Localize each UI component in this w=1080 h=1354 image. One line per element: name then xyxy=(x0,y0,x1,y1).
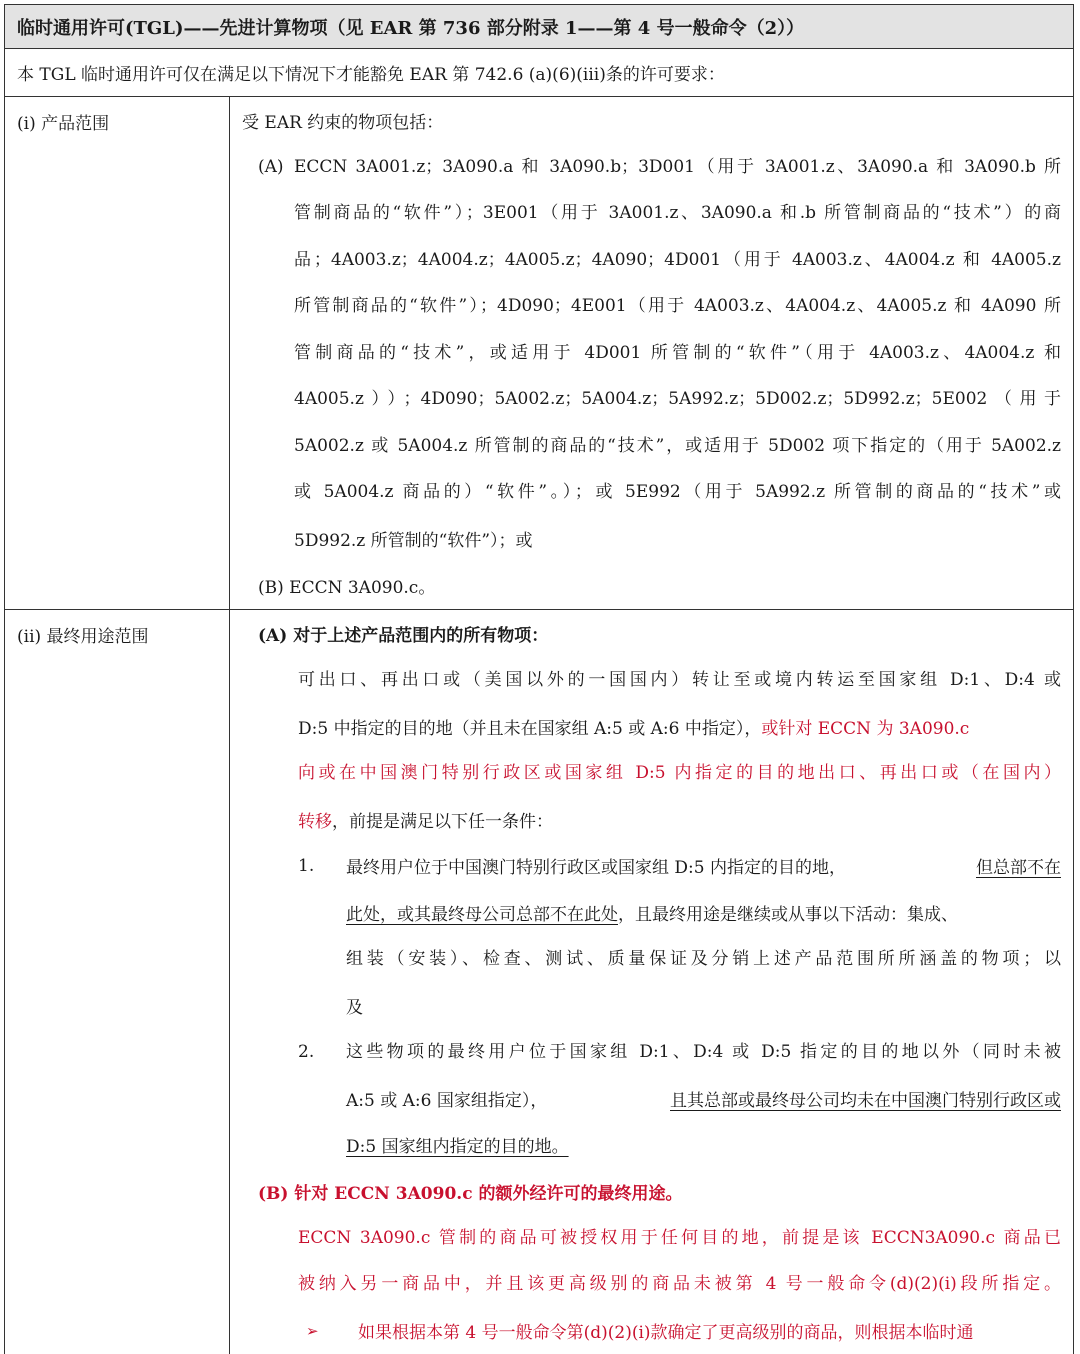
intro-row: 本 TGL 临时通用许可仅在满足以下情况下才能豁免 EAR 第 742.6 (a)(6)(iii)条的许可要求： xyxy=(5,49,1073,97)
end-use-b-body xyxy=(230,1215,1061,1308)
product-item-a xyxy=(230,144,1061,563)
end-use-scope-row xyxy=(5,610,1073,1354)
end-use-b-bullet xyxy=(230,1308,1061,1354)
product-lead: 受 EAR 约束的物项包括： xyxy=(242,112,444,133)
end-use-item-1-line-2-underline: 此处，或其最终母公司总部不在此处 xyxy=(346,904,618,925)
end-use-item-1-line-2 xyxy=(346,889,1061,936)
product-item-b: (B) ECCN 3A090.c。 xyxy=(258,577,436,598)
product-item-a-line: 5D992.z 所管制的“软件”）；或 xyxy=(294,531,533,552)
end-use-item-1-line-4: 及 xyxy=(346,997,363,1018)
end-use-item-2-line-2-underline: 且其总部或最终母公司均未在中国澳门特别行政区或 xyxy=(670,1090,1061,1111)
end-use-a-body xyxy=(230,657,1061,843)
product-scope-content xyxy=(230,97,1073,609)
end-use-item-2-number: 2. xyxy=(298,1041,315,1062)
product-item-a-line: 或 5A004.z 商品的）“软件”。）；或 5E992（用于 5A992.z 所管制的商品的“技术”或 xyxy=(294,482,1061,502)
end-use-item-1 xyxy=(230,843,1061,1029)
end-use-item-2-line-2 xyxy=(346,1075,1061,1122)
product-item-a-line: 4A005.z））；4D090；5A002.z；5A004.z；5A992.z；5D002.z；5D992.z；5E002（用于 xyxy=(294,389,1061,409)
end-use-item-2 xyxy=(230,1029,1061,1169)
product-item-a-prefix: (A) xyxy=(258,156,284,177)
end-use-scope-label: (ii) 最终用途范围 xyxy=(5,610,230,1354)
product-scope-label: (i) 产品范围 xyxy=(5,97,230,609)
end-use-item-2-line-2-plain: A:5 或 A:6 国家组指定）， xyxy=(346,1090,548,1111)
end-use-b-line-2: 被纳入另一商品中，并且该更高级别的商品未被第 4 号一般命令(d)(2)(i)段所指定。 xyxy=(298,1274,1061,1294)
end-use-a-line-1: 可出口、再出口或（美国以外的一国国内）转让至或境内转运至国家组 D:1、D:4 或 xyxy=(298,669,1061,690)
end-use-a-line-4-black: ，前提是满足以下任一条件： xyxy=(332,811,553,832)
end-use-a-line-2 xyxy=(298,703,1061,750)
end-use-a-line-4 xyxy=(298,796,1061,843)
end-use-a-line-2-red: 或针对 ECCN 为 3A090.c xyxy=(761,718,970,739)
table-header: 临时通用许可(TGL)——先进计算物项（见 EAR 第 736 部分附录 1——第 4 号一般命令（2）） xyxy=(5,5,1073,49)
end-use-a-line-4-red: 转移 xyxy=(298,811,332,832)
end-use-item-1-number: 1. xyxy=(298,855,315,876)
end-use-b-heading: (B) 针对 ECCN 3A090.c 的额外经许可的最终用途。 xyxy=(258,1183,683,1204)
product-item-a-line: 品；4A003.z；4A004.z；4A005.z；4A090；4D001（用于 4A003.z、4A004.z 和 4A005.z xyxy=(294,249,1061,270)
product-item-a-line: 管制商品的“技术”，或适用于 4D001 所管制的“软件”（用于 4A003.z、4A004.z 和 xyxy=(294,342,1061,363)
arrow-right-icon: ➢ xyxy=(306,1321,319,1340)
product-item-a-lines xyxy=(294,144,1061,563)
end-use-item-2-line-1: 这些物项的最终用户位于国家组 D:1、D:4 或 D:5 指定的目的地以外（同时未被 xyxy=(346,1041,1061,1062)
end-use-b-bullet-line xyxy=(306,1308,1061,1354)
product-scope-row xyxy=(5,97,1073,610)
end-use-item-1-line-1-underline: 但总部不在 xyxy=(976,858,1061,879)
end-use-item-1-line-1 xyxy=(346,843,1061,890)
end-use-b-bullet-text: 如果根据本第 4 号一般命令第(d)(2)(i)款确定了更高级别的商品，则根据本临时通 xyxy=(358,1323,974,1344)
end-use-item-2-line-3-underline: D:5 国家组内指定的目的地。 xyxy=(346,1137,569,1158)
product-item-a-line: 管制商品的“软件”）；3E001（用于 3A001.z、3A090.a 和.b 所管制商品的“技术”）的商 xyxy=(294,203,1061,223)
tgl-table xyxy=(4,4,1074,1354)
end-use-a-line-2-black: D:5 中指定的目的地（并且未在国家组 A:5 或 A:6 中指定）， xyxy=(298,718,762,739)
end-use-item-1-line-1-plain: 最终用户位于中国澳门特别行政区或国家组 D:5 内指定的目的地， xyxy=(346,858,846,879)
end-use-item-2-line-3 xyxy=(346,1122,1061,1169)
end-use-b-line-1: ECCN 3A090.c 管制的商品可被授权用于任何目的地，前提是该 ECCN3A090.c 商品已 xyxy=(298,1227,1061,1248)
end-use-scope-content xyxy=(230,610,1073,1354)
product-item-a-line: 5A002.z 或 5A004.z 所管制的商品的“技术”，或适用于 5D002 项下指定的（用于 5A002.z xyxy=(294,435,1061,456)
end-use-item-1-line-2-plain: ，且最终用途是继续或从事以下活动：集成、 xyxy=(618,904,958,925)
end-use-a-line-3: 向或在中国澳门特别行政区或国家组 D:5 内指定的目的地出口、再出口或（在国内） xyxy=(298,762,1061,783)
product-item-a-line: ECCN 3A001.z；3A090.a 和 3A090.b；3D001（用于 3A001.z、3A090.a 和 3A090.b 所 xyxy=(294,156,1061,177)
product-item-a-line: 所管制商品的“软件”）；4D090；4E001（用于 4A003.z、4A004.z、4A005.z 和 4A090 所 xyxy=(294,296,1061,316)
end-use-item-1-line-3: 组装（安装）、检查、测试、质量保证及分销上述产品范围所所涵盖的物项；以 xyxy=(346,948,1061,969)
end-use-a-heading: (A) 对于上述产品范围内的所有物项： xyxy=(258,625,549,646)
